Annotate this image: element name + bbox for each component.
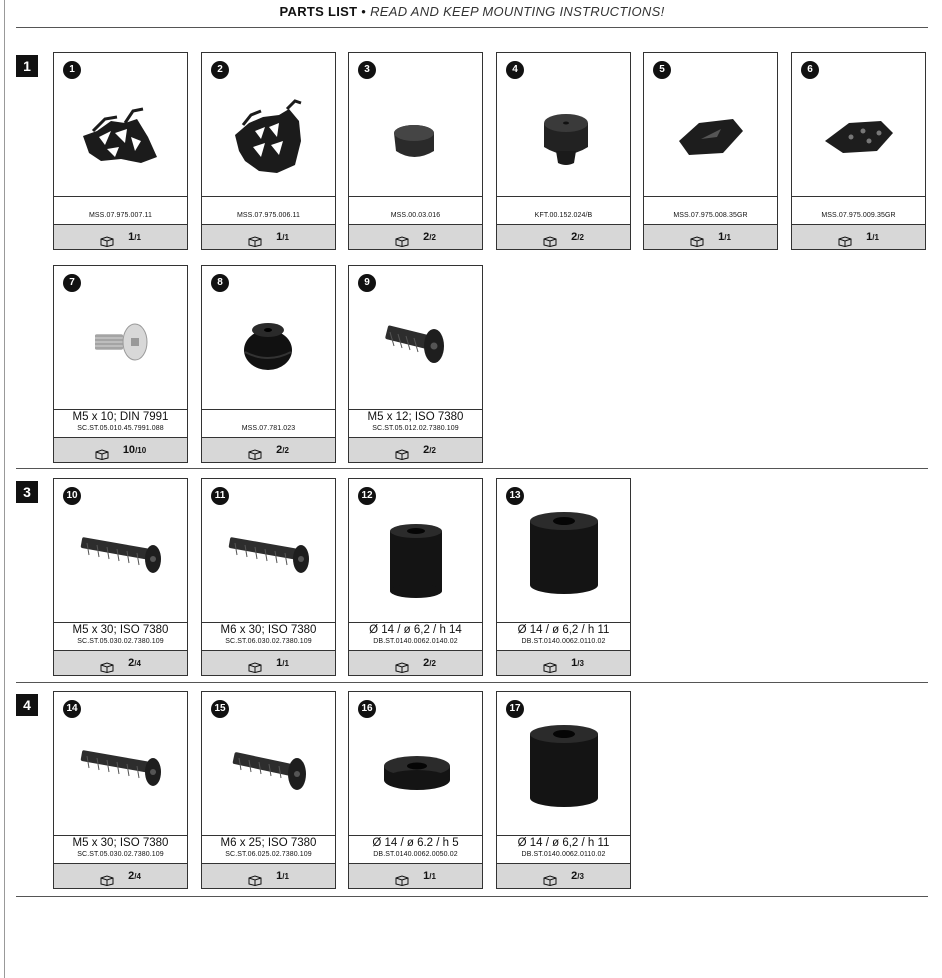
part-number-badge: 5 (653, 61, 671, 79)
part-number-badge: 12 (358, 487, 376, 505)
part-card (496, 52, 631, 250)
quantity-row (349, 650, 482, 675)
header-rule (16, 27, 928, 28)
quantity-value: 1 (276, 231, 283, 243)
quantity-row (349, 863, 482, 888)
quantity-row (349, 437, 482, 462)
quantity-value: 2 (128, 870, 135, 882)
part-code: MSS.07.975.008.35GR (673, 212, 748, 219)
part-card (201, 691, 336, 889)
quantity-row (497, 863, 630, 888)
part-number-badge: 4 (506, 61, 524, 79)
part-code: MSS.07.975.009.35GR (821, 212, 896, 219)
part-number-badge: 8 (211, 274, 229, 292)
quantity-total: /1 (282, 659, 289, 668)
section-number-4: 4 (16, 694, 38, 716)
part-code: SC.ST.06.030.02.7380.109 (225, 638, 312, 645)
package-icon (248, 871, 262, 882)
part-number-badge: 3 (358, 61, 376, 79)
rubber-grommet-icon (203, 294, 334, 409)
part-card (53, 691, 188, 889)
quantity-row (202, 863, 335, 888)
package-icon (248, 445, 262, 456)
part-description: M6 x 25; ISO 7380 (220, 837, 317, 849)
washer-spacer-icon (350, 720, 481, 835)
quantity-value: 1 (866, 231, 873, 243)
quantity-row (497, 650, 630, 675)
part-code: DB.ST.0140.0062.0050.02 (373, 851, 458, 858)
part-number-badge: 14 (63, 700, 81, 718)
page-border (4, 0, 5, 978)
part-description: M5 x 30; ISO 7380 (72, 624, 169, 636)
divider (792, 196, 925, 197)
quantity-total: /2 (429, 446, 436, 455)
quantity-total: /1 (282, 872, 289, 881)
part-number-badge: 9 (358, 274, 376, 292)
part-code: SC.ST.05.012.02.7380.109 (372, 425, 459, 432)
divider (497, 196, 630, 197)
quantity-row (792, 224, 925, 249)
part-code: DB.ST.0140.0062.0110.02 (521, 638, 606, 645)
package-icon (543, 658, 557, 669)
side-bracket-left-icon (55, 81, 186, 196)
part-card (496, 691, 631, 889)
divider (644, 196, 777, 197)
button-head-screw-long-icon (55, 720, 186, 835)
divider (349, 196, 482, 197)
quantity-total: /1 (872, 233, 879, 242)
plate-right-icon (793, 81, 924, 196)
quantity-total: /2 (282, 446, 289, 455)
quantity-total: /3 (577, 872, 584, 881)
part-code: SC.ST.05.030.02.7380.109 (77, 638, 164, 645)
quantity-value: 1 (571, 657, 578, 669)
side-bracket-right-icon (203, 81, 334, 196)
part-description: M5 x 30; ISO 7380 (72, 837, 169, 849)
part-description: M6 x 30; ISO 7380 (220, 624, 317, 636)
part-card (201, 52, 336, 250)
package-icon (248, 232, 262, 243)
part-number-badge: 11 (211, 487, 229, 505)
part-code: MSS.00.03.016 (390, 212, 441, 219)
quantity-total: /3 (577, 659, 584, 668)
package-icon (838, 232, 852, 243)
part-card (348, 265, 483, 463)
part-code: MSS.07.781.023 (241, 425, 296, 432)
part-number-badge: 1 (63, 61, 81, 79)
quantity-row (54, 224, 187, 249)
spacer-wide-icon (498, 720, 629, 835)
plate-left-icon (645, 81, 776, 196)
quantity-value: 1 (276, 657, 283, 669)
spacer-tall-icon (350, 507, 481, 622)
part-code: MSS.07.975.007.11 (88, 212, 153, 219)
section-number-1: 1 (16, 55, 38, 77)
package-icon (543, 871, 557, 882)
part-description: Ø 14 / ø 6,2 / h 11 (517, 624, 610, 636)
package-icon (100, 232, 114, 243)
quantity-total: /1 (282, 233, 289, 242)
quantity-value: 10 (122, 444, 136, 456)
title-bold: PARTS LIST (279, 4, 358, 19)
section-divider (16, 896, 928, 897)
part-card (201, 478, 336, 676)
quantity-row (202, 224, 335, 249)
part-number-badge: 17 (506, 700, 524, 718)
quantity-total: /2 (577, 233, 584, 242)
divider (202, 409, 335, 410)
part-number-badge: 15 (211, 700, 229, 718)
part-code: SC.ST.06.025.02.7380.109 (225, 851, 312, 858)
part-code: MSS.07.975.006.11 (236, 212, 301, 219)
quantity-total: /4 (134, 872, 141, 881)
part-code: DB.ST.0140.0062.0140.02 (373, 638, 458, 645)
quantity-value: 1 (718, 231, 725, 243)
part-card (53, 52, 188, 250)
part-number-badge: 13 (506, 487, 524, 505)
rubber-cap-large-icon (498, 81, 629, 196)
section-number-3: 3 (16, 481, 38, 503)
quantity-row (202, 437, 335, 462)
part-number-badge: 7 (63, 274, 81, 292)
quantity-value: 2 (571, 870, 578, 882)
part-card (53, 265, 188, 463)
section-divider (16, 682, 928, 683)
quantity-total: /4 (134, 659, 141, 668)
part-number-badge: 2 (211, 61, 229, 79)
quantity-value: 2 (128, 657, 135, 669)
quantity-row (644, 224, 777, 249)
part-description: Ø 14 / ø 6,2 / h 14 (369, 624, 462, 636)
title-italic: READ AND KEEP MOUNTING INSTRUCTIONS! (370, 4, 665, 19)
package-icon (395, 658, 409, 669)
part-code: SC.ST.05.030.02.7380.109 (77, 851, 164, 858)
part-card (348, 691, 483, 889)
part-number-badge: 16 (358, 700, 376, 718)
package-icon (690, 232, 704, 243)
quantity-row (349, 224, 482, 249)
button-head-screw-medium-icon (203, 720, 334, 835)
quantity-value: 2 (276, 444, 283, 456)
page-title (16, 4, 928, 26)
countersunk-screw-icon (55, 294, 186, 409)
part-card (53, 478, 188, 676)
package-icon (395, 871, 409, 882)
package-icon (395, 445, 409, 456)
button-head-screw-short-icon (350, 294, 481, 409)
quantity-value: 2 (423, 657, 430, 669)
section-divider (16, 468, 928, 469)
quantity-total: /1 (429, 872, 436, 881)
package-icon (100, 658, 114, 669)
package-icon (395, 232, 409, 243)
part-card (348, 478, 483, 676)
quantity-row (54, 650, 187, 675)
quantity-total: /2 (429, 233, 436, 242)
quantity-value: 2 (571, 231, 578, 243)
package-icon (95, 445, 109, 456)
quantity-value: 1 (276, 870, 283, 882)
button-head-screw-long-icon (55, 507, 186, 622)
quantity-total: /10 (135, 446, 147, 455)
quantity-row (497, 224, 630, 249)
part-card (201, 265, 336, 463)
part-description: Ø 14 / ø 6,2 / h 11 (517, 837, 610, 849)
rubber-cap-small-icon (350, 81, 481, 196)
part-number-badge: 10 (63, 487, 81, 505)
button-head-screw-long-icon (203, 507, 334, 622)
part-card (348, 52, 483, 250)
part-number-badge: 6 (801, 61, 819, 79)
package-icon (543, 232, 557, 243)
title-separator: • (357, 4, 371, 19)
quantity-total: /1 (724, 233, 731, 242)
quantity-row (202, 650, 335, 675)
part-card (791, 52, 926, 250)
part-description: Ø 14 / ø 6.2 / h 5 (372, 837, 459, 849)
package-icon (248, 658, 262, 669)
quantity-total: /2 (429, 659, 436, 668)
part-description: M5 x 10; DIN 7991 (72, 411, 169, 423)
divider (202, 196, 335, 197)
part-card (496, 478, 631, 676)
part-code: KFT.00.152.024/B (534, 212, 593, 219)
quantity-total: /1 (134, 233, 141, 242)
quantity-value: 2 (423, 444, 430, 456)
quantity-row (54, 437, 187, 462)
quantity-row (54, 863, 187, 888)
quantity-value: 1 (423, 870, 430, 882)
part-card (643, 52, 778, 250)
spacer-wide-icon (498, 507, 629, 622)
quantity-value: 2 (423, 231, 430, 243)
quantity-value: 1 (128, 231, 135, 243)
part-code: SC.ST.05.010.45.7991.088 (77, 425, 164, 432)
divider (54, 196, 187, 197)
package-icon (100, 871, 114, 882)
part-description: M5 x 12; ISO 7380 (367, 411, 464, 423)
part-code: DB.ST.0140.0062.0110.02 (521, 851, 606, 858)
